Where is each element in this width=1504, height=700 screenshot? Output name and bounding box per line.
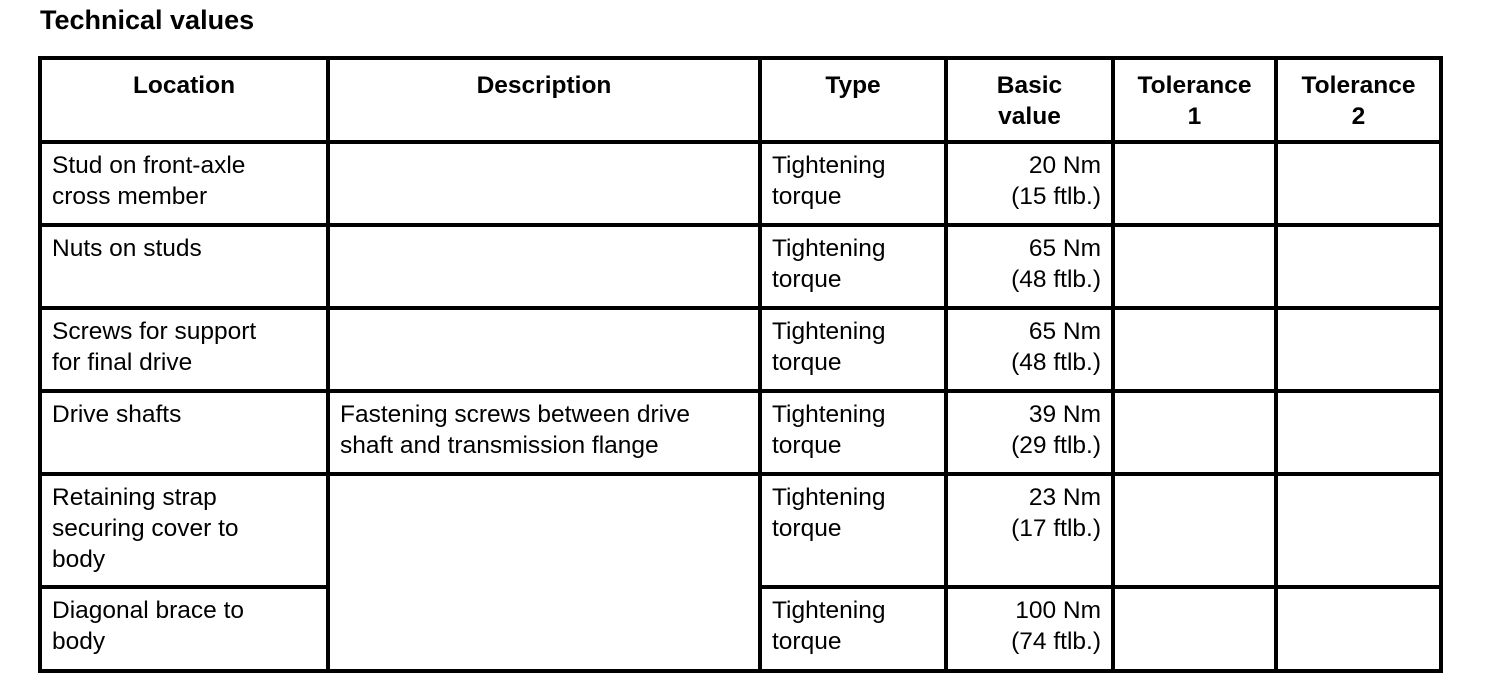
type-cell: Tightening torque [760,391,946,474]
description-cell [328,474,760,671]
type-cell: Tightening torque [760,225,946,308]
table-header-row [40,58,1441,142]
location-cell: Drive shafts [40,391,328,474]
table-row [40,308,1441,391]
header-description: Description [328,58,760,142]
header-tolerance-2: Tolerance 2 [1276,58,1441,142]
tolerance-2-cell [1276,391,1441,474]
table-row [40,142,1441,225]
page-title: Technical values [40,5,255,35]
description-cell [328,308,760,391]
basic-value-cell: 23 Nm (17 ftlb.) [946,474,1113,587]
tolerance-2-cell [1276,474,1441,587]
technical-values-table [38,56,1443,673]
header-location: Location [40,58,328,142]
type-cell: Tightening torque [760,587,946,671]
tolerance-2-cell [1276,587,1441,671]
location-cell: Nuts on studs [40,225,328,308]
table-row [40,391,1441,474]
basic-value-cell: 20 Nm (15 ftlb.) [946,142,1113,225]
tolerance-1-cell [1113,225,1276,308]
tolerance-1-cell [1113,308,1276,391]
location-cell: Diagonal brace to body [40,587,328,671]
location-cell: Screws for support for final drive [40,308,328,391]
description-cell [328,225,760,308]
basic-value-cell: 100 Nm (74 ftlb.) [946,587,1113,671]
description-cell [328,142,760,225]
header-type: Type [760,58,946,142]
type-cell: Tightening torque [760,308,946,391]
location-cell: Retaining strap securing cover to body [40,474,328,587]
tolerance-2-cell [1276,308,1441,391]
table-row [40,225,1441,308]
tolerance-1-cell [1113,474,1276,587]
type-cell: Tightening torque [760,142,946,225]
header-basic-value: Basic value [946,58,1113,142]
tolerance-1-cell [1113,142,1276,225]
tolerance-1-cell [1113,587,1276,671]
table-row [40,474,1441,587]
header-tolerance-1: Tolerance 1 [1113,58,1276,142]
tolerance-2-cell [1276,225,1441,308]
basic-value-cell: 65 Nm (48 ftlb.) [946,308,1113,391]
location-cell: Stud on front-axle cross member [40,142,328,225]
basic-value-cell: 65 Nm (48 ftlb.) [946,225,1113,308]
tolerance-2-cell [1276,142,1441,225]
basic-value-cell: 39 Nm (29 ftlb.) [946,391,1113,474]
tolerance-1-cell [1113,391,1276,474]
description-cell: Fastening screws between drive shaft and transmission flange [328,391,760,474]
type-cell: Tightening torque [760,474,946,587]
